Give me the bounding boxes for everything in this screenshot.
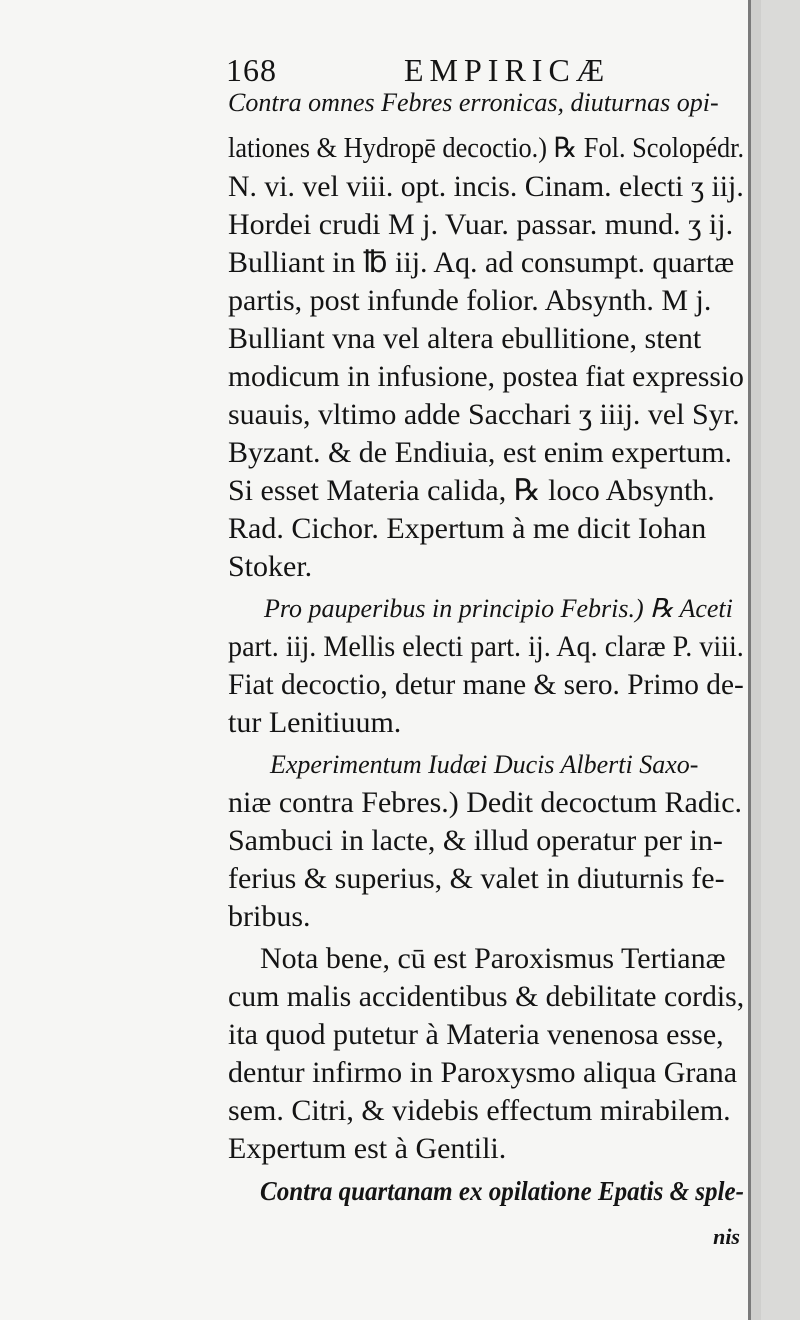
text-line: cum malis accidentibus & debilitate cordis, xyxy=(228,980,745,1013)
text-line: part. iij. Mellis electi part. ij. Aq. claræ P. viii. xyxy=(228,630,744,663)
text-line: suauis, vltimo adde Sacchari ʒ iiij. vel Syr. xyxy=(228,398,740,431)
running-title: EMPIRICÆ xyxy=(404,52,611,88)
recipe-heading: Experimentum Iudæi Ducis Alberti Saxo- xyxy=(270,750,699,779)
text-line: partis, post infunde folior. Absynth. M j. xyxy=(228,284,712,317)
text-line: ferius & superius, & valet in diuturnis fe- xyxy=(228,862,725,895)
text-line: lationes & Hydropē decoctio.) ℞ Fol. Scolopédr. xyxy=(228,133,745,164)
text-line: Expertum est à Gentili. xyxy=(228,1132,507,1165)
page-gutter xyxy=(748,0,800,1320)
catchword: nis xyxy=(713,1224,740,1249)
text-line: Stoker. xyxy=(228,550,313,583)
recipe-heading: Contra omnes Febres erronicas, diuturnas opi- xyxy=(228,88,719,117)
text-line: Si esset Materia calida, ℞ loco Absynth. xyxy=(228,474,715,507)
recipe-heading: Contra quartanam ex opilatione Epatis & sple- xyxy=(260,1176,744,1206)
gutter-shadow xyxy=(751,0,761,1320)
text-line: Nota bene, cū est Paroxismus Tertianæ xyxy=(260,942,726,975)
text-line: tur Lenitiuum. xyxy=(228,706,402,739)
text-line: dentur infirmo in Paroxysmo aliqua Grana xyxy=(228,1056,738,1089)
text-line: niæ contra Febres.) Dedit decoctum Radic. xyxy=(228,786,743,819)
text-line: Byzant. & de Endiuia, est enim expertum. xyxy=(228,436,733,469)
text-line: ita quod putetur à Materia venenosa esse, xyxy=(228,1018,724,1051)
text-line: Hordei crudi M j. Vuar. passar. mund. ʒ ij. xyxy=(228,208,734,241)
recipe-heading: Pro pauperibus in principio Febris.) ℞ Aceti xyxy=(264,594,733,623)
text-line: Fiat decoctio, detur mane & sero. Primo de- xyxy=(228,668,744,701)
text-line: modicum in infusione, postea fiat expressio xyxy=(228,360,744,393)
text-line: Rad. Cichor. Expertum à me dicit Iohan xyxy=(228,512,707,545)
text-line: Sambuci in lacte, & illud operatur per in- xyxy=(228,824,723,857)
text-line: sem. Citri, & videbis effectum mirabilem. xyxy=(228,1094,731,1127)
text-line: N. vi. vel viii. opt. incis. Cinam. electi ʒ iij. xyxy=(228,170,744,203)
page-number: 168 xyxy=(226,52,277,88)
text-line: bribus. xyxy=(228,900,311,933)
text-line: Bulliant in ℔ iij. Aq. ad consumpt. quartæ xyxy=(228,246,735,279)
text-line: Bulliant vna vel altera ebullitione, stent xyxy=(228,322,702,355)
